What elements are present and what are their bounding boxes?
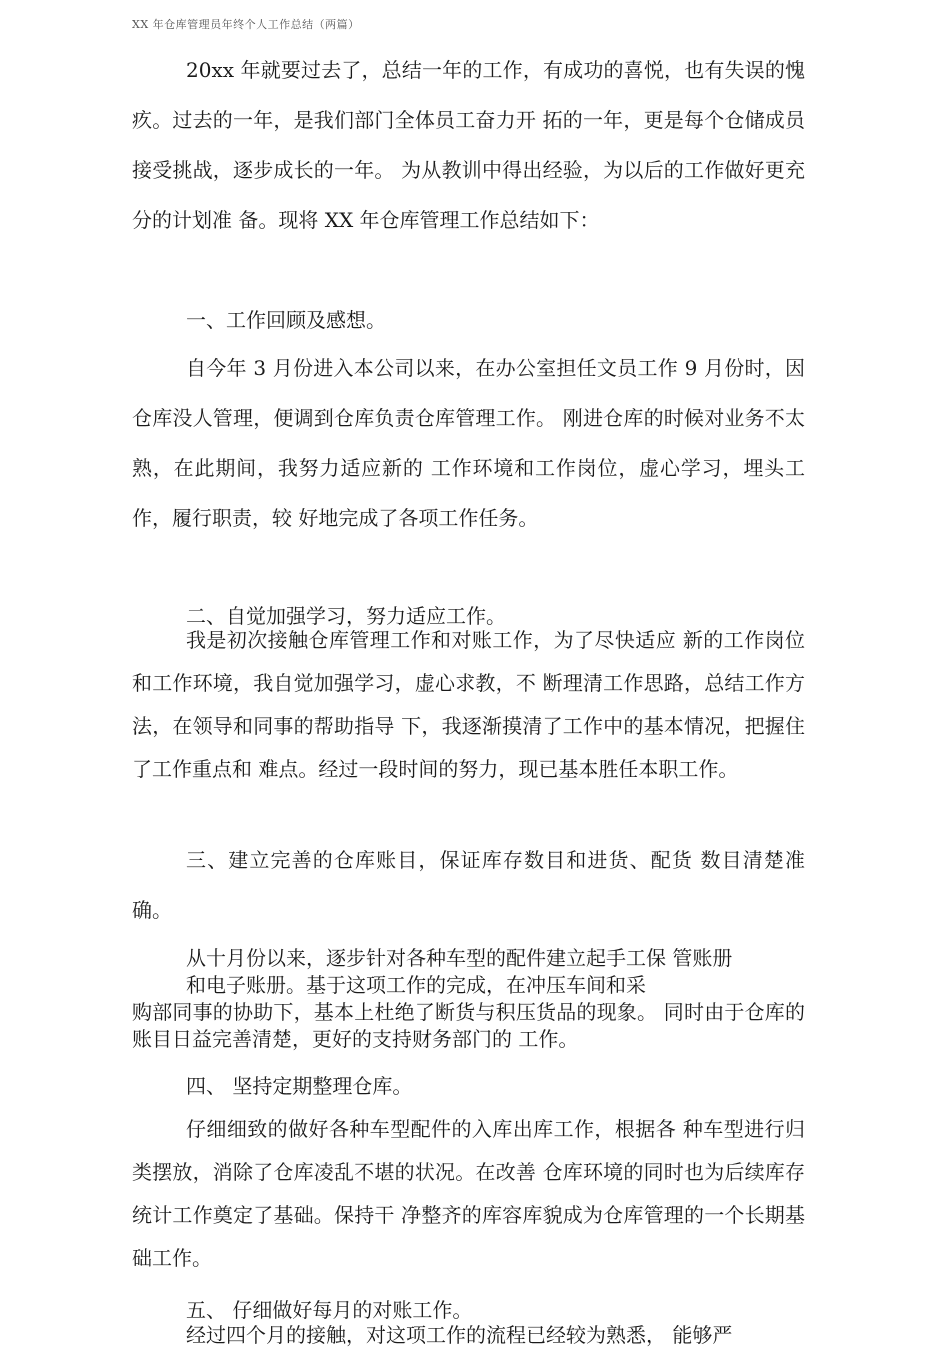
section-1-body: 自今年 3 月份进入本公司以来，在办公室担任文员工作 9 月份时，因仓库没人管理，便调到仓库负责仓库管理工作。 刚进仓库的时候对业务不太熟，在此期间，我努力适应新的 工作环境和工作岗位，虚心学习，埋头工作，履行职责，较 好地完成了各项工作任务。 <box>132 356 805 530</box>
page-header: XX 年仓库管理员年终个人工作总结（两篇） <box>132 18 360 31</box>
intro-paragraph: 20xx 年就要过去了，总结一年的工作，有成功的喜悦，也有失误的愧疚。过去的一年，是我们部门全体员工奋力开 拓的一年，更是每个仓储成员接受挑战，逐步成长的一年。 为从教训中得出经验，为以后的工作做好更充分的计划准 备。现将 XX 年仓库管理工作总结如下： <box>132 58 805 232</box>
section-2-body: 我是初次接触仓库管理工作和对账工作，为了尽快适应 新的工作岗位和工作环境，我自觉加强学习，虚心求教，不 断理清工作思路，总结工作方法，在领导和同事的帮助指导 下，我逐渐摸清了工作中的基本情况，把握住了工作重点和 难点。经过一段时间的努力，现已基本胜任本职工作。 <box>132 628 805 781</box>
section-2-title: 二、自觉加强学习，努力适应工作。 <box>186 604 506 628</box>
section-3-body-a: 从十月份以来，逐步针对各种车型的配件建立起手工保 管账册 <box>186 946 733 970</box>
section-5-body: 经过四个月的接触，对这项工作的流程已经较为熟悉， 能够严 <box>186 1323 733 1347</box>
section-5-title: 五、 仔细做好每月的对账工作。 <box>186 1298 473 1322</box>
section-3-body-c: 购部同事的协助下，基本上杜绝了断货与积压货品的现象。 同时由于仓库的账目日益完善清楚，更好的支持财务部门的 工作。 <box>132 1000 805 1051</box>
section-3-body-b: 和电子账册。基于这项工作的完成，在冲压车间和采 <box>186 973 646 997</box>
section-4-title: 四、 坚持定期整理仓库。 <box>186 1074 413 1098</box>
section-3-title: 三、建立完善的仓库账目，保证库存数目和进货、配货 数目清楚准确。 <box>132 848 805 922</box>
section-4-body: 仔细细致的做好各种车型配件的入库出库工作，根据各 种车型进行归类摆放，消除了仓库凌乱不堪的状况。在改善 仓库环境的同时也为后续库存统计工作奠定了基础。保持干 净整齐的库容库貌成为仓库管理的一个长期基础工作。 <box>132 1117 805 1270</box>
section-1-title: 一、工作回顾及感想。 <box>186 308 386 332</box>
